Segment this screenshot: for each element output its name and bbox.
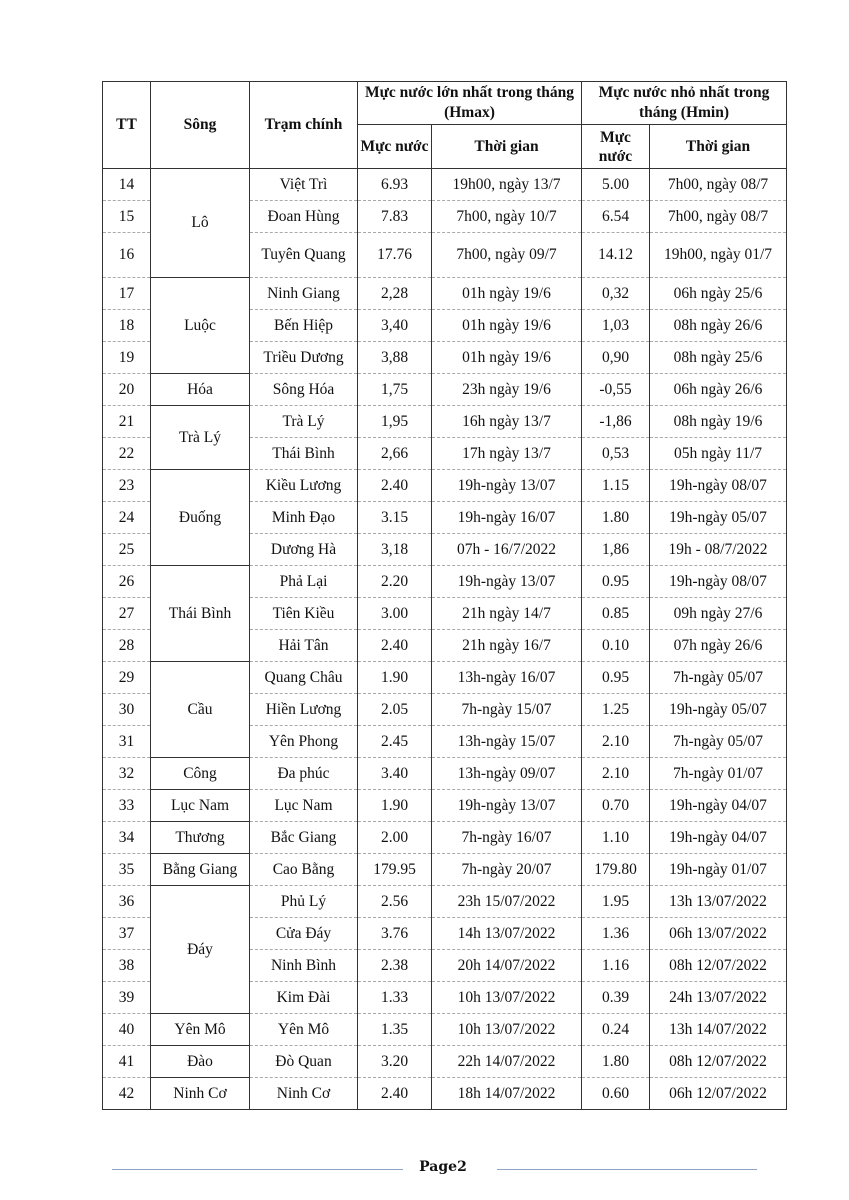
cell-river: Lô xyxy=(151,169,250,278)
cell-hmin-level: 1.36 xyxy=(582,918,650,950)
cell-hmin-level: 1,86 xyxy=(582,534,650,566)
cell-hmax-time: 19h-ngày 13/07 xyxy=(432,470,582,502)
cell-hmax-time: 7h00, ngày 09/7 xyxy=(432,233,582,278)
cell-station: Cửa Đáy xyxy=(250,918,358,950)
cell-tt: 27 xyxy=(103,598,151,630)
cell-river: Trà Lý xyxy=(151,406,250,470)
cell-hmax-level: 1.35 xyxy=(358,1014,432,1046)
header-hmax-level: Mực nước xyxy=(358,125,432,169)
cell-hmin-time: 13h 14/07/2022 xyxy=(650,1014,787,1046)
cell-hmax-level: 3.20 xyxy=(358,1046,432,1078)
cell-hmax-time: 13h-ngày 16/07 xyxy=(432,662,582,694)
cell-tt: 30 xyxy=(103,694,151,726)
cell-hmax-time: 01h ngày 19/6 xyxy=(432,310,582,342)
cell-station: Tuyên Quang xyxy=(250,233,358,278)
cell-hmax-time: 23h 15/07/2022 xyxy=(432,886,582,918)
cell-hmax-level: 17.76 xyxy=(358,233,432,278)
cell-station: Lục Nam xyxy=(250,790,358,822)
cell-tt: 38 xyxy=(103,950,151,982)
cell-hmin-level: 1.25 xyxy=(582,694,650,726)
cell-hmax-time: 21h ngày 14/7 xyxy=(432,598,582,630)
cell-hmin-level: 1.80 xyxy=(582,1046,650,1078)
cell-hmin-time: 19h-ngày 05/07 xyxy=(650,502,787,534)
cell-hmax-level: 3.15 xyxy=(358,502,432,534)
cell-tt: 34 xyxy=(103,822,151,854)
cell-station: Triều Dương xyxy=(250,342,358,374)
cell-hmin-level: 2.10 xyxy=(582,758,650,790)
cell-hmax-level: 2.45 xyxy=(358,726,432,758)
cell-station: Bắc Giang xyxy=(250,822,358,854)
cell-hmin-level: 1.16 xyxy=(582,950,650,982)
cell-hmax-level: 3.40 xyxy=(358,758,432,790)
cell-station: Phủ Lý xyxy=(250,886,358,918)
cell-hmax-level: 2.38 xyxy=(358,950,432,982)
header-song: Sông xyxy=(151,82,250,169)
cell-station: Minh Đạo xyxy=(250,502,358,534)
cell-tt: 37 xyxy=(103,918,151,950)
cell-tt: 42 xyxy=(103,1078,151,1110)
table-row xyxy=(103,278,787,310)
cell-tt: 35 xyxy=(103,854,151,886)
cell-tt: 36 xyxy=(103,886,151,918)
table-row xyxy=(103,470,787,502)
cell-station: Hiền Lương xyxy=(250,694,358,726)
cell-tt: 41 xyxy=(103,1046,151,1078)
cell-tt: 15 xyxy=(103,201,151,233)
cell-station: Tiên Kiều xyxy=(250,598,358,630)
cell-hmax-time: 22h 14/07/2022 xyxy=(432,1046,582,1078)
cell-station: Dương Hà xyxy=(250,534,358,566)
cell-tt: 39 xyxy=(103,982,151,1014)
cell-hmax-level: 1,95 xyxy=(358,406,432,438)
cell-hmax-level: 2.20 xyxy=(358,566,432,598)
table-row xyxy=(103,566,787,598)
cell-hmax-level: 2.05 xyxy=(358,694,432,726)
cell-hmin-time: 19h-ngày 08/07 xyxy=(650,566,787,598)
cell-hmin-time: 06h 12/07/2022 xyxy=(650,1078,787,1110)
cell-river: Hóa xyxy=(151,374,250,406)
water-level-table xyxy=(102,81,787,1110)
cell-hmax-time: 7h00, ngày 10/7 xyxy=(432,201,582,233)
cell-hmin-time: 08h 12/07/2022 xyxy=(650,950,787,982)
cell-hmax-level: 7.83 xyxy=(358,201,432,233)
header-hmax-group: Mực nước lớn nhất trong tháng (Hmax) xyxy=(358,82,582,125)
table-row xyxy=(103,822,787,854)
header-hmin-time: Thời gian xyxy=(650,125,787,169)
cell-river: Cầu xyxy=(151,662,250,758)
cell-station: Sông Hóa xyxy=(250,374,358,406)
cell-hmin-level: 14.12 xyxy=(582,233,650,278)
cell-river: Thương xyxy=(151,822,250,854)
cell-hmax-time: 01h ngày 19/6 xyxy=(432,342,582,374)
cell-hmin-time: 19h-ngày 01/07 xyxy=(650,854,787,886)
cell-hmax-time: 10h 13/07/2022 xyxy=(432,982,582,1014)
cell-hmax-time: 20h 14/07/2022 xyxy=(432,950,582,982)
cell-hmax-level: 179.95 xyxy=(358,854,432,886)
table-row xyxy=(103,1078,787,1110)
cell-hmax-level: 1.33 xyxy=(358,982,432,1014)
cell-hmin-time: 06h ngày 25/6 xyxy=(650,278,787,310)
cell-station: Kiều Lương xyxy=(250,470,358,502)
cell-hmax-level: 2.40 xyxy=(358,1078,432,1110)
cell-station: Thái Bình xyxy=(250,438,358,470)
cell-tt: 18 xyxy=(103,310,151,342)
cell-river: Thái Bình xyxy=(151,566,250,662)
cell-hmin-time: 08h ngày 25/6 xyxy=(650,342,787,374)
cell-hmin-level: 0,53 xyxy=(582,438,650,470)
cell-tt: 32 xyxy=(103,758,151,790)
cell-tt: 29 xyxy=(103,662,151,694)
cell-hmin-level: 1,03 xyxy=(582,310,650,342)
cell-hmax-level: 2.40 xyxy=(358,470,432,502)
header-hmin-level: Mực nước xyxy=(582,125,650,169)
cell-hmin-time: 19h-ngày 04/07 xyxy=(650,822,787,854)
cell-hmax-time: 7h-ngày 16/07 xyxy=(432,822,582,854)
cell-tt: 24 xyxy=(103,502,151,534)
cell-hmin-level: 1.80 xyxy=(582,502,650,534)
cell-hmin-level: 0.39 xyxy=(582,982,650,1014)
cell-hmax-level: 1,75 xyxy=(358,374,432,406)
cell-hmax-time: 19h-ngày 13/07 xyxy=(432,790,582,822)
cell-tt: 25 xyxy=(103,534,151,566)
table-row xyxy=(103,169,787,201)
cell-hmin-time: 19h-ngày 08/07 xyxy=(650,470,787,502)
cell-hmax-level: 3.76 xyxy=(358,918,432,950)
cell-hmin-time: 13h 13/07/2022 xyxy=(650,886,787,918)
cell-hmax-time: 21h ngày 16/7 xyxy=(432,630,582,662)
cell-hmin-time: 08h 12/07/2022 xyxy=(650,1046,787,1078)
cell-hmax-time: 19h-ngày 13/07 xyxy=(432,566,582,598)
cell-river: Công xyxy=(151,758,250,790)
cell-hmax-time: 17h ngày 13/7 xyxy=(432,438,582,470)
cell-hmin-time: 7h-ngày 01/07 xyxy=(650,758,787,790)
cell-hmin-level: 1.95 xyxy=(582,886,650,918)
cell-hmax-time: 10h 13/07/2022 xyxy=(432,1014,582,1046)
cell-station: Cao Bằng xyxy=(250,854,358,886)
cell-hmin-level: 2.10 xyxy=(582,726,650,758)
cell-hmax-time: 19h-ngày 16/07 xyxy=(432,502,582,534)
cell-hmin-time: 08h ngày 19/6 xyxy=(650,406,787,438)
header-tt: TT xyxy=(103,82,151,169)
cell-hmin-time: 19h-ngày 04/07 xyxy=(650,790,787,822)
cell-hmax-time: 14h 13/07/2022 xyxy=(432,918,582,950)
cell-hmin-level: 0.70 xyxy=(582,790,650,822)
cell-hmin-level: 0.95 xyxy=(582,662,650,694)
cell-hmax-level: 6.93 xyxy=(358,169,432,201)
cell-hmax-level: 1.90 xyxy=(358,790,432,822)
cell-hmax-level: 3,40 xyxy=(358,310,432,342)
cell-station: Bến Hiệp xyxy=(250,310,358,342)
cell-hmin-time: 7h00, ngày 08/7 xyxy=(650,169,787,201)
cell-river: Lục Nam xyxy=(151,790,250,822)
cell-station: Ninh Bình xyxy=(250,950,358,982)
cell-river: Đáy xyxy=(151,886,250,1014)
cell-hmin-level: 0,32 xyxy=(582,278,650,310)
cell-hmin-time: 7h00, ngày 08/7 xyxy=(650,201,787,233)
cell-hmax-level: 2,66 xyxy=(358,438,432,470)
cell-river: Yên Mô xyxy=(151,1014,250,1046)
cell-tt: 16 xyxy=(103,233,151,278)
cell-hmin-time: 07h ngày 26/6 xyxy=(650,630,787,662)
cell-hmax-level: 2.56 xyxy=(358,886,432,918)
cell-hmin-time: 06h ngày 26/6 xyxy=(650,374,787,406)
cell-hmin-time: 06h 13/07/2022 xyxy=(650,918,787,950)
cell-hmax-time: 13h-ngày 15/07 xyxy=(432,726,582,758)
cell-station: Hải Tân xyxy=(250,630,358,662)
cell-river: Ninh Cơ xyxy=(151,1078,250,1110)
cell-river: Luộc xyxy=(151,278,250,374)
cell-hmin-level: 0.10 xyxy=(582,630,650,662)
cell-station: Yên Phong xyxy=(250,726,358,758)
cell-hmax-level: 3,18 xyxy=(358,534,432,566)
cell-hmax-time: 07h - 16/7/2022 xyxy=(432,534,582,566)
cell-hmax-level: 2.00 xyxy=(358,822,432,854)
cell-hmin-level: 0.60 xyxy=(582,1078,650,1110)
cell-station: Đò Quan xyxy=(250,1046,358,1078)
cell-hmax-time: 23h ngày 19/6 xyxy=(432,374,582,406)
cell-station: Đoan Hùng xyxy=(250,201,358,233)
table-row xyxy=(103,374,787,406)
cell-hmax-time: 01h ngày 19/6 xyxy=(432,278,582,310)
cell-hmax-time: 19h00, ngày 13/7 xyxy=(432,169,582,201)
table-row xyxy=(103,758,787,790)
cell-hmin-time: 19h - 08/7/2022 xyxy=(650,534,787,566)
header-hmax-time: Thời gian xyxy=(432,125,582,169)
cell-station: Yên Mô xyxy=(250,1014,358,1046)
cell-hmax-level: 2.40 xyxy=(358,630,432,662)
cell-hmin-level: 179.80 xyxy=(582,854,650,886)
cell-hmin-time: 7h-ngày 05/07 xyxy=(650,726,787,758)
cell-hmin-level: 0.85 xyxy=(582,598,650,630)
table-row xyxy=(103,1046,787,1078)
cell-hmin-level: -0,55 xyxy=(582,374,650,406)
cell-hmin-level: 5.00 xyxy=(582,169,650,201)
cell-hmin-level: 0.95 xyxy=(582,566,650,598)
cell-tt: 17 xyxy=(103,278,151,310)
cell-hmax-time: 7h-ngày 15/07 xyxy=(432,694,582,726)
cell-tt: 33 xyxy=(103,790,151,822)
cell-hmin-time: 09h ngày 27/6 xyxy=(650,598,787,630)
cell-tt: 23 xyxy=(103,470,151,502)
cell-station: Quang Châu xyxy=(250,662,358,694)
cell-tt: 40 xyxy=(103,1014,151,1046)
cell-station: Trà Lý xyxy=(250,406,358,438)
cell-tt: 21 xyxy=(103,406,151,438)
cell-hmin-level: 1.10 xyxy=(582,822,650,854)
cell-tt: 26 xyxy=(103,566,151,598)
cell-station: Kim Đài xyxy=(250,982,358,1014)
cell-hmin-level: -1,86 xyxy=(582,406,650,438)
table-row xyxy=(103,406,787,438)
cell-hmin-time: 08h ngày 26/6 xyxy=(650,310,787,342)
cell-hmin-level: 1.15 xyxy=(582,470,650,502)
cell-hmin-time: 24h 13/07/2022 xyxy=(650,982,787,1014)
cell-hmax-time: 7h-ngày 20/07 xyxy=(432,854,582,886)
cell-hmax-level: 3,88 xyxy=(358,342,432,374)
cell-hmax-time: 18h 14/07/2022 xyxy=(432,1078,582,1110)
cell-hmin-time: 05h ngày 11/7 xyxy=(650,438,787,470)
header-hmin-group: Mực nước nhỏ nhất trong tháng (Hmin) xyxy=(582,82,787,125)
table-row xyxy=(103,790,787,822)
cell-hmin-level: 0,90 xyxy=(582,342,650,374)
footer-divider-left xyxy=(112,1169,403,1170)
cell-station: Phả Lại xyxy=(250,566,358,598)
cell-station: Ninh Giang xyxy=(250,278,358,310)
table-row xyxy=(103,1014,787,1046)
cell-river: Đào xyxy=(151,1046,250,1078)
cell-tt: 31 xyxy=(103,726,151,758)
footer-divider-right xyxy=(497,1169,757,1170)
cell-hmin-level: 0.24 xyxy=(582,1014,650,1046)
cell-river: Đuống xyxy=(151,470,250,566)
cell-hmin-time: 19h00, ngày 01/7 xyxy=(650,233,787,278)
cell-hmax-level: 3.00 xyxy=(358,598,432,630)
table-body xyxy=(103,169,787,1110)
header-tram: Trạm chính xyxy=(250,82,358,169)
table-row xyxy=(103,886,787,918)
cell-tt: 22 xyxy=(103,438,151,470)
cell-tt: 14 xyxy=(103,169,151,201)
cell-river: Bằng Giang xyxy=(151,854,250,886)
cell-hmax-time: 16h ngày 13/7 xyxy=(432,406,582,438)
cell-hmin-time: 19h-ngày 05/07 xyxy=(650,694,787,726)
cell-hmax-level: 2,28 xyxy=(358,278,432,310)
table-row xyxy=(103,662,787,694)
table-row xyxy=(103,854,787,886)
cell-hmax-level: 1.90 xyxy=(358,662,432,694)
page-number: Page2 xyxy=(419,1159,467,1175)
cell-hmin-time: 7h-ngày 05/07 xyxy=(650,662,787,694)
cell-station: Đa phúc xyxy=(250,758,358,790)
cell-tt: 19 xyxy=(103,342,151,374)
table-header xyxy=(103,82,787,169)
cell-hmin-level: 6.54 xyxy=(582,201,650,233)
cell-station: Ninh Cơ xyxy=(250,1078,358,1110)
cell-hmax-time: 13h-ngày 09/07 xyxy=(432,758,582,790)
cell-station: Việt Trì xyxy=(250,169,358,201)
cell-tt: 20 xyxy=(103,374,151,406)
cell-tt: 28 xyxy=(103,630,151,662)
